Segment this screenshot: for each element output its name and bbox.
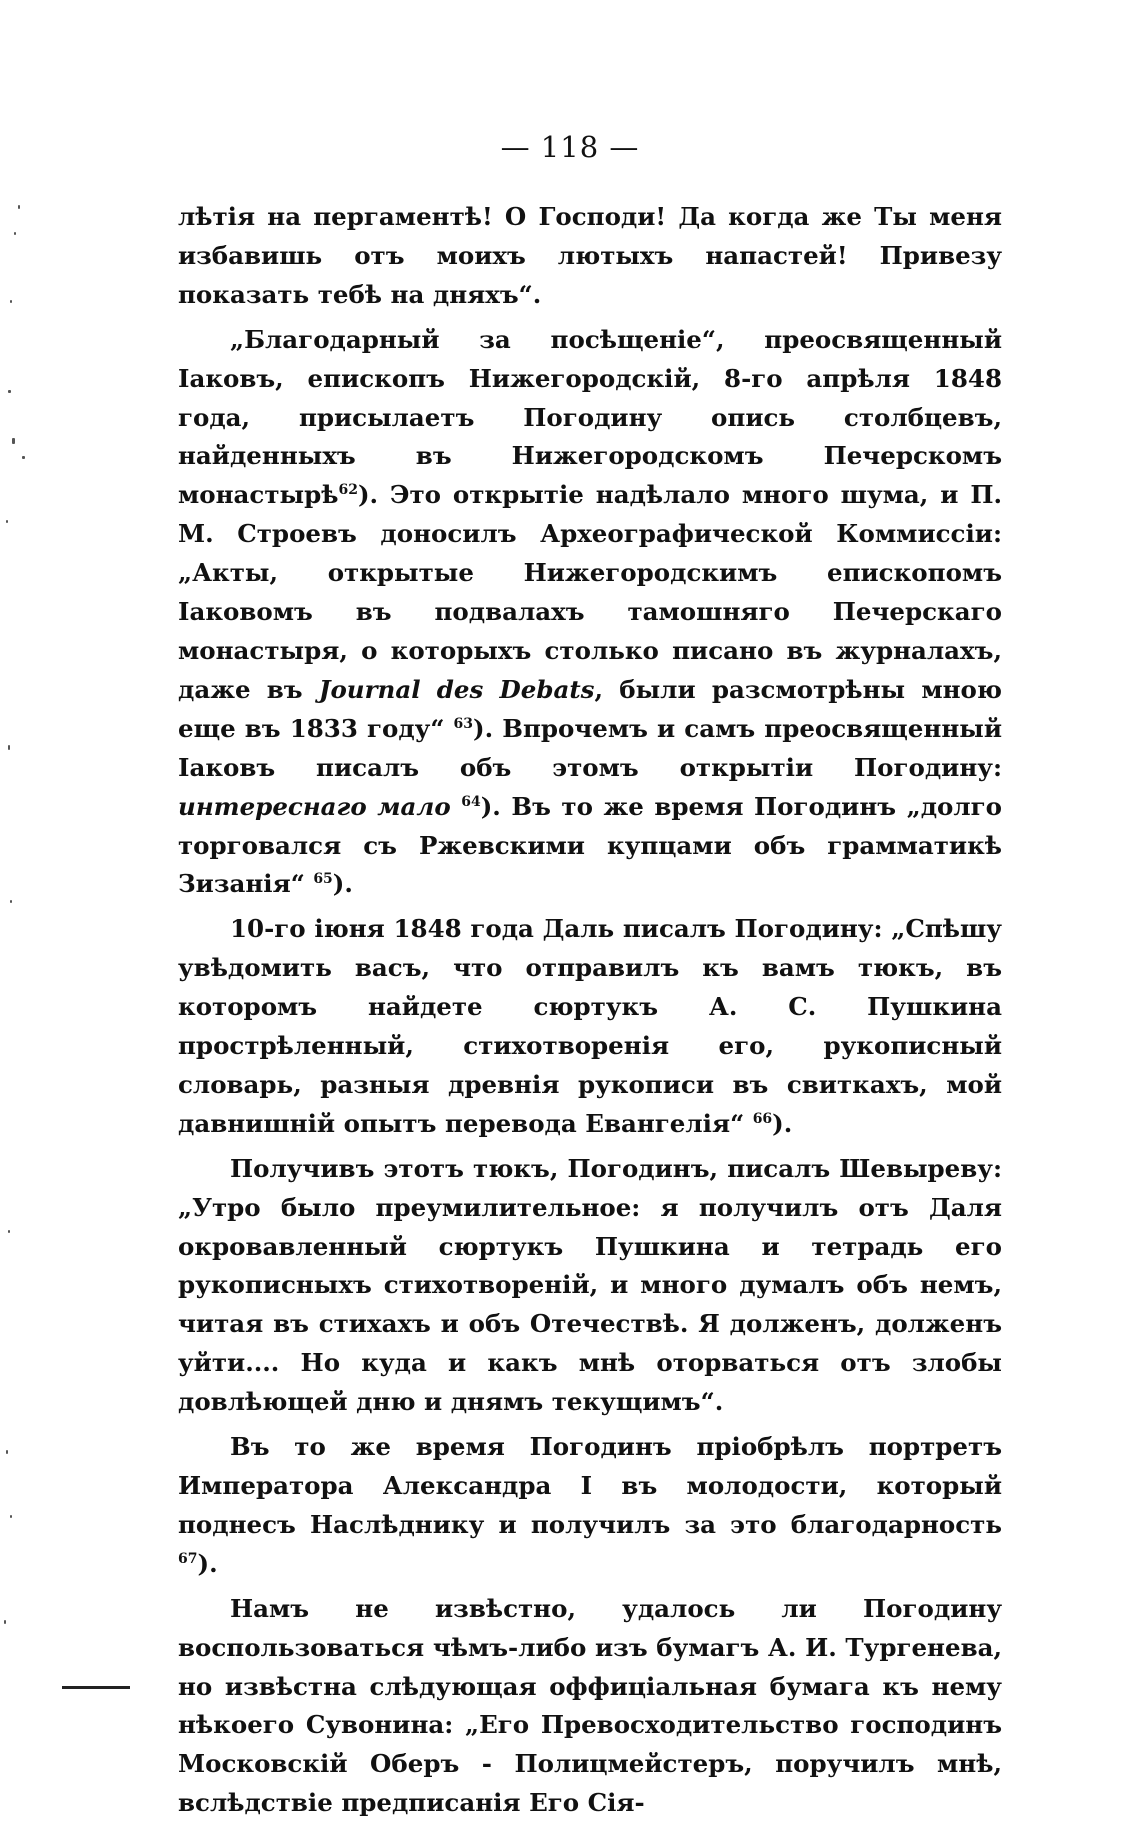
speck [10,300,12,303]
speck [8,1230,10,1233]
paragraph [178,1590,1002,1823]
paragraph [178,1150,1002,1422]
text-run: ). [772,1108,793,1138]
paragraph [178,1428,1002,1584]
margin-specks [0,0,40,1775]
footnote-ref: 62 [338,482,358,499]
footnote-ref: 67 [178,1550,198,1567]
speck [8,390,11,393]
text-run: , были разсмотрѣны мною еще въ 1833 году“ [178,674,1003,743]
text-run: ). Въ то же время Погодинъ „долго торговался съ Ржевскими купцами объ грамматикѣ Зизанія“ [178,791,1002,899]
text-run [451,792,462,821]
speck [22,456,25,459]
speck [14,232,16,235]
paragraph [178,321,1002,905]
text-run: 10-го іюня 1848 года Даль писалъ Погодину: „Спѣшу увѣдомить васъ, что отправилъ къ вамъ тюкъ, въ которомъ найдете сюртукъ А. С. Пушкина прострѣленный, стихотворенія его, рукописный словарь, разныя древнія рукописи въ свиткахъ, мой давнишній опытъ перевода Евангелія“ [178,914,1002,1138]
text-run: лѣтія на пергаментѣ! О Господи! Да когда же Ты меня избавишь отъ моихъ лютыхъ напастей! Привезу показать тебѣ на дняхъ“. [178,202,1002,309]
speck [6,1450,8,1454]
margin-rule-mark [62,1686,130,1689]
speck [18,205,20,209]
text-run: Въ то же время Погодинъ пріобрѣлъ портретъ Императора Александра I въ молодости, который поднесъ Наслѣднику и получилъ за это благодарность [178,1432,1002,1539]
text-run: Намъ не извѣстно, удалось ли Погодину воспользоваться чѣмъ-либо изъ бумагъ А. И. Тургенева, но извѣстна слѣдующая оффиціальная бумага къ нему нѣкоего Сувонина: „Его Превосходительство господинъ Московскій Оберъ - Полицмейстеръ, поручилъ мнѣ, вслѣдствіе предписанія Его Сія- [178,1593,1002,1818]
text-run: ). Это открытіе надѣлало много шума, и П. М. Строевъ доносилъ Археографической Коммиссіи: „Акты, открытые Нижегородскимъ епископомъ Іаковомъ въ подвалахъ тамошняго Печерскаго монастыря, о которыхъ столько писано въ журналахъ, даже въ [178,480,1002,704]
footnote-ref: 63 [453,715,474,732]
italic-text: интереснаго мало [178,791,451,821]
text-run: ). [332,869,353,899]
speck [4,1620,6,1624]
text-run: Получивъ этотъ тюкъ, Погодинъ, писалъ Шевыреву: „Утро было преумилительное: я получилъ отъ Даля окровавленный сюртукъ Пушкина и тетрадь его рукописныхъ стихотвореній, и много думалъ объ немъ, читая въ стихахъ и объ Отечествѣ. Я долженъ, долженъ уйти.... Но куда и какъ мнѣ оторваться отъ злобы довлѣющей дню и днямъ текущимъ“. [178,1153,1002,1417]
footnote-ref: 66 [752,1110,773,1127]
speck [12,438,15,444]
text-run: „Благодарный за посѣщеніе“, преосвященный Іаковъ, епископъ Нижегородскій, 8-го апрѣля 1848 года, присылаетъ Погодину опись столбцевъ, найденныхъ въ Нижегородскомъ Печерскомъ монастырѣ [178,324,1002,510]
paragraph [178,910,1002,1143]
page-number: — 118 — [500,130,640,164]
speck [10,900,12,903]
speck [8,745,10,750]
speck [6,520,8,523]
footnote-ref: 65 [313,871,333,888]
text-run: ). [197,1548,218,1578]
speck [10,1515,12,1518]
italic-text: Journal des Debats [318,674,595,704]
body-text [178,198,1002,1829]
text-run: ). Впрочемъ и самъ преосвященный Іаковъ писалъ объ этомъ открытіи Погодину: [178,713,1002,782]
paragraph [178,198,1002,315]
footnote-ref: 64 [461,793,481,810]
